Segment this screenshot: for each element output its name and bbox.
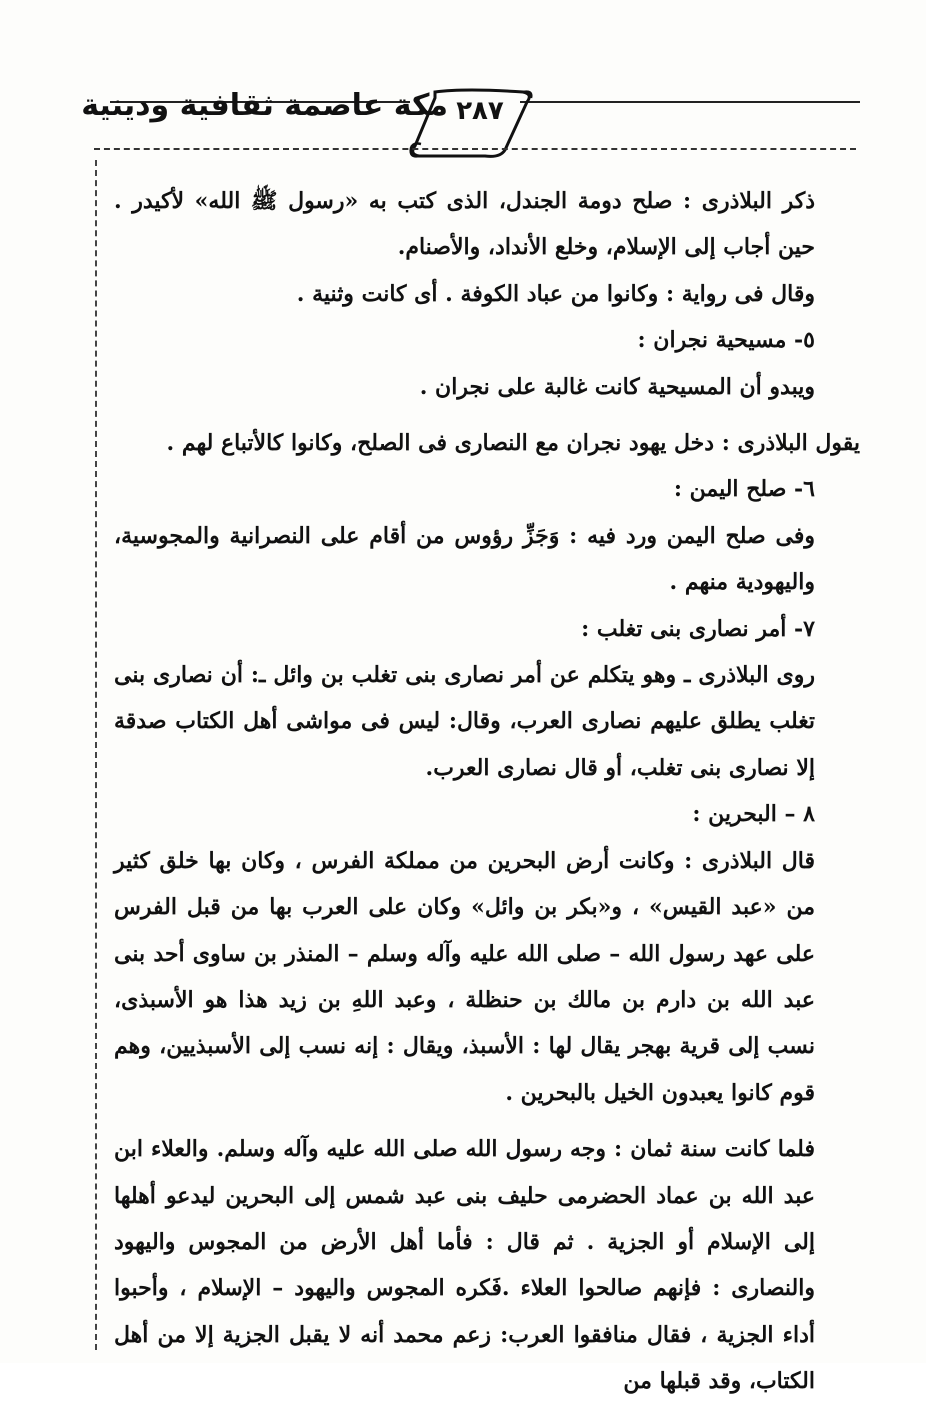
- section-heading: ٥- مسيحية نجران :: [637, 327, 815, 354]
- paragraph: ذكر البلاذرى : صلح دومة الجندل، الذى كتب به «رسول ﷺ الله» لأكيدر . حين أجاب إلى الإسلام، وخلع الأنداد، والأصنام.: [114, 188, 815, 261]
- paragraph: وقال فى رواية : وكانوا من عباد الكوفة . أى كانت وثنية .: [296, 280, 815, 307]
- section-heading: ٦- صلح اليمن :: [673, 476, 815, 503]
- left-margin-border: [95, 160, 97, 1350]
- body-text: [114, 178, 860, 1405]
- paragraph: فلما كانت سنة ثمان : وجه رسول الله صلى الله عليه وآله وسلم. والعلاء ابن عبد الله بن عماد الحضرمى حليف بنى عبد شمس إلى البحرين ليدعو أهلها إلى الإسلام أو الجزية . ثم قال : فأما أهل الأرض من المجوس واليهود والنصارى : فإنهم صالحوا العلاء .فَكره المجوس واليهود – الإسلام ، وأحبوا أداء الجزية ، فقال منافقوا العرب: زعم محمد أنه لا يقبل الجزية إلا من أهل الكتاب، وقد قبلها من: [114, 1136, 815, 1395]
- section-heading: ٨ – البحرين :: [692, 801, 815, 828]
- paragraph: ويبدو أن المسيحية كانت غالبة على نجران .: [419, 373, 815, 400]
- paragraph: يقول البلاذرى : دخل يهود نجران مع النصارى فى الصلح، وكانوا كالأتباع لهم .: [166, 430, 860, 457]
- section-heading: ٧- أمر نصارى بنى تغلب :: [581, 615, 815, 642]
- paragraph: قال البلاذرى : وكانت أرض البحرين من مملكة الفرس ، وكان بها خلق كثير من «عبد القيس» ، و«بكر بن وائل» وكان على العرب بها من قبل الفرس على عهد رسول الله – صلى الله عليه وآله وسلم – المنذر بن ساوى أحد بنى عبد الله بن دارم بن مالك بن حنظلة ، وعبد اللهِ بن زيد هذا هو الأسبذى، نسب إلى قرية بهجر يقال لها : الأسبذ، ويقال : إنه نسب إلى الأسبذيين، وهم قوم كانوا يعبدون الخيل بالبحرين .: [114, 847, 815, 1106]
- running-header-title: مكة عاصمة ثقافية ودينية: [81, 88, 448, 123]
- paragraph: روى البلاذرى ـ وهو يتكلم عن أمر نصارى بنى تغلب بن وائل ـ: أن نصارى بنى تغلب يطلق عليهم نصارى العرب، وقال: ليس فى مواشى أهل الكتاب صدقة إلا نصارى بنى تغلب، أو قال نصارى العرب.: [114, 662, 815, 781]
- header-rule-right: [520, 101, 860, 103]
- page-number: ٢٨٧: [456, 96, 504, 126]
- header-frame-border: [94, 148, 856, 150]
- paragraph: وفى صلح اليمن ورد فيه : وَجَزِّ رؤوس من أقام على النصرانية والمجوسية، واليهودية منهم .: [114, 522, 815, 596]
